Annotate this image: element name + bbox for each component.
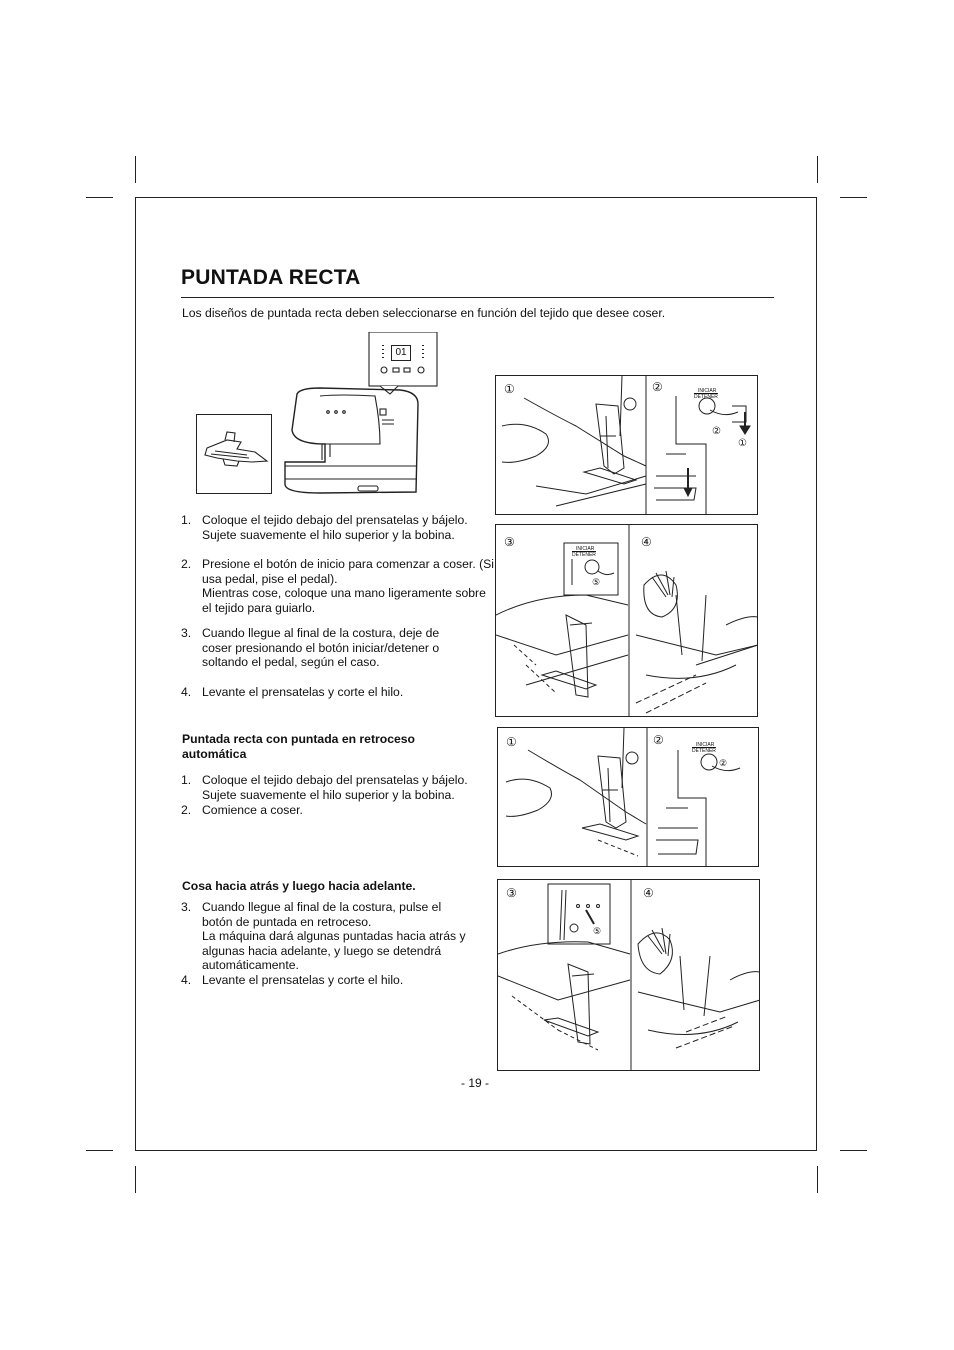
presser-foot-figure xyxy=(196,414,272,494)
button-label-detener: DETENER xyxy=(692,748,716,754)
crop-mark xyxy=(840,1150,867,1151)
crop-mark xyxy=(86,1150,113,1151)
label-circle-3: ③ xyxy=(504,535,515,549)
intro-text: Los diseños de puntada recta deben seleccionarse en función del tejido que desee coser. xyxy=(182,306,666,320)
crop-mark xyxy=(135,1166,136,1193)
label-circle-1: ① xyxy=(738,438,747,449)
button-label-iniciar: INICIAR xyxy=(576,546,595,552)
label-circle-2: ② xyxy=(653,733,664,747)
title-rule xyxy=(181,297,774,298)
label-circle-4: ④ xyxy=(643,886,654,900)
label-circle-3: ③ xyxy=(506,886,517,900)
figure-panel-d xyxy=(497,879,760,1071)
label-circle-1: ① xyxy=(504,382,515,396)
label-circle-2: ② xyxy=(712,426,721,437)
label-circle-4: ④ xyxy=(641,535,652,549)
crop-mark xyxy=(817,156,818,183)
button-label-iniciar: INICIAR xyxy=(696,742,715,748)
crop-mark xyxy=(86,197,113,198)
figure-panel-c xyxy=(497,727,759,867)
button-label-detener: DETENER xyxy=(694,394,718,400)
crop-mark xyxy=(135,156,136,183)
label-circle-2: ② xyxy=(719,758,728,768)
figure-panel-b xyxy=(495,524,758,717)
section2-heading: Puntada recta con puntada en retroceso automática xyxy=(182,732,415,761)
stitch-display: 01 xyxy=(391,345,411,361)
label-circle-2: ② xyxy=(652,380,663,394)
label-circle-5: ⑤ xyxy=(592,577,601,587)
sewing-machine-figure xyxy=(280,332,440,500)
figure-panel-a xyxy=(495,375,758,515)
page-title: PUNTADA RECTA xyxy=(181,266,361,289)
button-label-detener: DETENER xyxy=(572,552,596,558)
crop-mark xyxy=(840,197,867,198)
label-circle-5: ⑤ xyxy=(593,926,602,936)
label-circle-1: ① xyxy=(506,735,517,749)
section3-heading: Cosa hacia atrás y luego hacia adelante. xyxy=(182,879,416,893)
button-label-iniciar: INICIAR xyxy=(698,388,717,394)
crop-mark xyxy=(817,1166,818,1193)
page-number: - 19 - xyxy=(461,1076,490,1090)
